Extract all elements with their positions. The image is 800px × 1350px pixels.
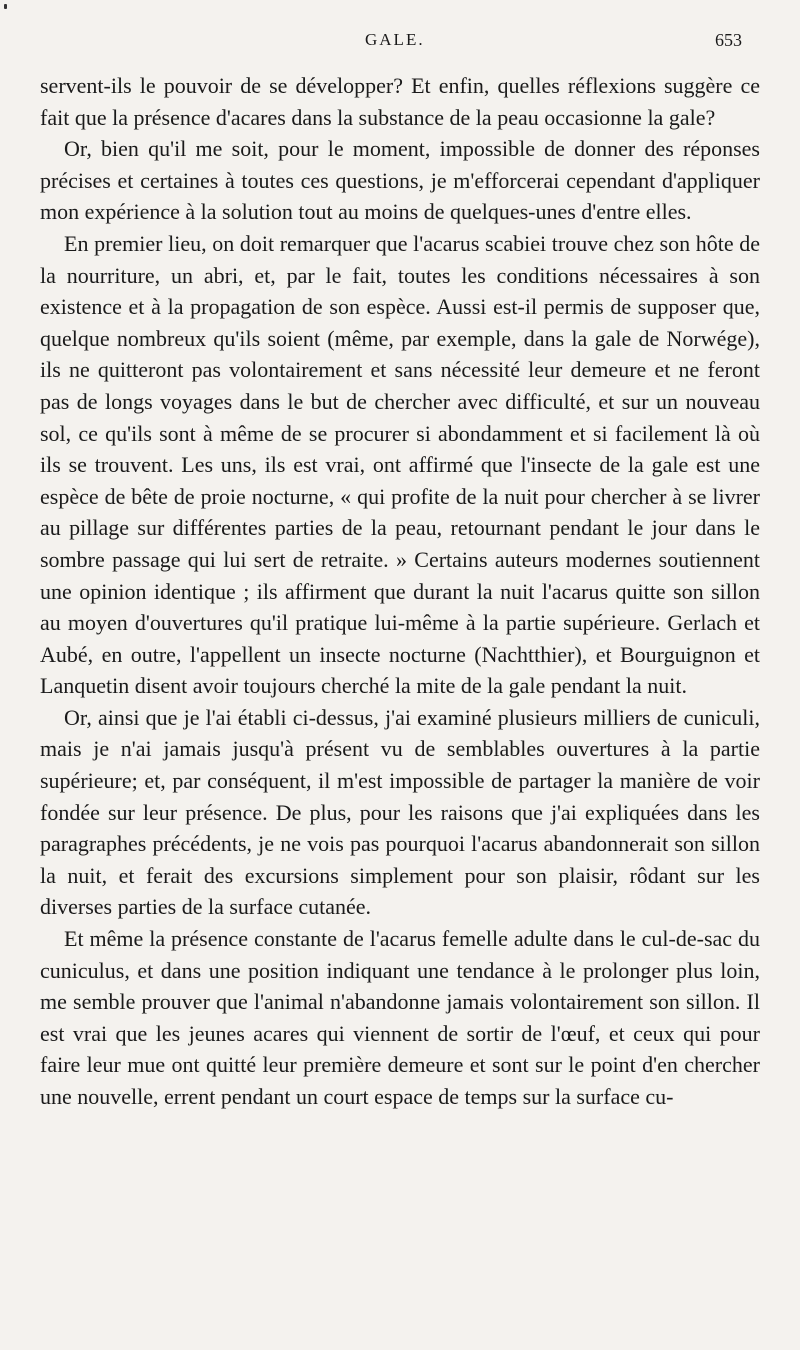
print-mark (4, 4, 7, 9)
body-text (40, 70, 760, 1113)
paragraph: Or, bien qu'il me soit, pour le moment, impossible de donner des réponses précises et certaines à toutes ces questions, je m'efforcerai cependant d'appliquer mon expérience à la solution tout au moins de quelques-unes d'entre elles. (40, 136, 760, 225)
page-number: 653 (715, 30, 742, 50)
paragraph-continuation: servent-ils le pouvoir de se développer? Et enfin, quelles réflexions suggère ce fait que la présence d'acares dans la substance de la peau occasionne la gale? (40, 73, 760, 130)
running-head (0, 30, 800, 60)
running-title: GALE. (365, 30, 425, 49)
paragraph: En premier lieu, on doit remarquer que l'acarus scabiei trouve chez son hôte de la nourriture, un abri, et, par le fait, toutes les conditions nécessaires à son existence et à la propagation de son espèce. Aussi est-il permis de supposer que, quelque nombreux qu'ils soient (même, par exemple, dans la gale de Norwége), ils ne quitteront pas volontairement et sans nécessité leur demeure et ne feront pas de longs voyages dans le but de chercher avec difficulté, et sur un nouveau sol, ce qu'ils sont à même de se procurer si abondamment et si facilement là où ils se trouvent. Les uns, ils est vrai, ont affirmé que l'insecte de la gale est une espèce de bête de proie nocturne, « qui profite de la nuit pour chercher à se livrer au pillage sur différentes parties de la peau, retournant pendant le jour dans le sombre passage qui lui sert de retraite. » Certains auteurs modernes soutiennent une opinion identique ; ils affirment que durant la nuit l'acarus quitte son sillon au moyen d'ouvertures qu'il pratique lui-même à la partie supérieure. Gerlach et Aubé, en outre, l'appellent un insecte nocturne (Nachtthier), et Bourguignon et Lanquetin disent avoir toujours cherché la mite de la gale pendant la nuit. (40, 230, 760, 699)
paragraph: Or, ainsi que je l'ai établi ci-dessus, j'ai examiné plusieurs milliers de cuniculi, mais je n'ai jamais jusqu'à présent vu de semblables ouvertures à la partie supérieure; et, par conséquent, il m'est impossible de partager la manière de voir fondée sur leur présence. De plus, pour les raisons que j'ai expliquées dans les paragraphes précédents, je ne vois pas pourquoi l'acarus abandonnerait son sillon la nuit, et ferait des excursions simplement pour son plaisir, rôdant sur les diverses parties de la surface cutanée. (40, 704, 760, 920)
paragraph: Et même la présence constante de l'acarus femelle adulte dans le cul-de-sac du cuniculus, et dans une position indiquant une tendance à le prolonger plus loin, me semble prouver que l'animal n'abandonne jamais volontairement son sillon. Il est vrai que les jeunes acares qui viennent de sortir de l'œuf, et ceux qui pour faire leur mue ont quitté leur première demeure et sont sur le point d'en chercher une nouvelle, errent pendant un court espace de temps sur la surface cu- (40, 926, 760, 1109)
